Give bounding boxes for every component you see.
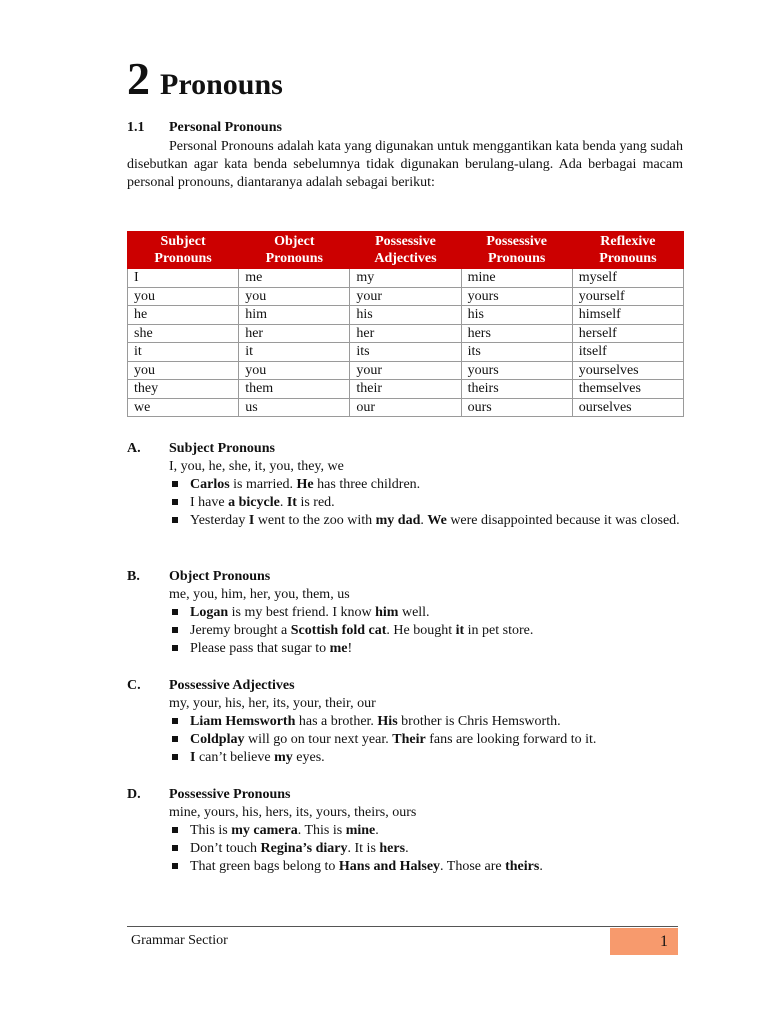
- table-cell: her: [350, 324, 461, 343]
- table-cell: our: [350, 398, 461, 417]
- example-item: [190, 640, 683, 658]
- example-item: [190, 713, 683, 731]
- block-title: Possessive Adjectives: [169, 678, 295, 693]
- example-text: brother is Chris Hemsworth.: [397, 714, 561, 729]
- table-cell: ourselves: [572, 398, 683, 417]
- pronoun-table: [127, 231, 684, 417]
- bullet-icon: [172, 627, 178, 633]
- example-text: . Those are: [440, 859, 506, 874]
- example-text: That green bags belong to: [190, 859, 339, 874]
- table-cell: ours: [461, 398, 572, 417]
- example-emphasis: me: [329, 641, 348, 656]
- bullet-icon: [172, 754, 178, 760]
- table-cell: yours: [461, 361, 572, 380]
- example-text: will go on tour next year.: [244, 732, 393, 747]
- table-cell: us: [239, 398, 350, 417]
- example-text: . It is: [347, 841, 380, 856]
- block-letter: B.: [127, 569, 140, 584]
- example-text: is red.: [296, 495, 335, 510]
- table-header-row: [128, 232, 684, 269]
- example-item: [190, 822, 683, 840]
- example-text: .: [539, 859, 543, 874]
- table-cell: myself: [572, 269, 683, 288]
- example-list: [127, 476, 683, 530]
- example-emphasis: I: [190, 750, 196, 765]
- example-emphasis: Scottish fold cat: [290, 623, 387, 638]
- block-letter: D.: [127, 787, 141, 802]
- table-cell: your: [350, 361, 461, 380]
- example-emphasis: my camera: [231, 823, 298, 838]
- chapter-number: 2: [127, 53, 150, 104]
- block-subject-pronouns: [127, 440, 683, 530]
- example-emphasis: Hans and Halsey: [338, 859, 441, 874]
- chapter-name: Pronouns: [160, 68, 283, 101]
- example-emphasis: hers: [379, 841, 406, 856]
- bullet-icon: [172, 863, 178, 869]
- header-line: Possessive: [375, 234, 436, 249]
- example-emphasis: him: [375, 605, 399, 620]
- example-list: [127, 822, 683, 876]
- table-cell: itself: [572, 343, 683, 362]
- block-letter: C.: [127, 678, 141, 693]
- example-text: fans are looking forward to it.: [425, 732, 597, 747]
- table-cell: we: [128, 398, 239, 417]
- example-text: This is: [190, 823, 232, 838]
- table-cell: you: [239, 287, 350, 306]
- example-item: [190, 622, 683, 640]
- example-text: .: [375, 823, 379, 838]
- section-intro: Personal Pronouns adalah kata yang digunakan untuk menggantikan kata benda yang sudah disebutkan agar kata benda sebelumnya tidak digunakan berulang-ulang. Ada berbagai macam personal pronouns, diantaranya adalah sebagai berikut:: [127, 139, 683, 190]
- example-emphasis: He: [296, 477, 314, 492]
- example-text: .: [405, 841, 409, 856]
- example-list: [127, 604, 683, 658]
- example-text: has a brother.: [295, 714, 378, 729]
- example-text: !: [347, 641, 353, 656]
- example-text: eyes.: [292, 750, 325, 765]
- bullet-icon: [172, 499, 178, 505]
- pronoun-list: I, you, he, she, it, you, they, we: [169, 459, 344, 474]
- bullet-icon: [172, 845, 178, 851]
- header-line: Adjectives: [374, 251, 437, 266]
- example-emphasis: Coldplay: [190, 732, 245, 747]
- example-text: well.: [398, 605, 430, 620]
- example-text: were disappointed because it was closed.: [446, 513, 680, 528]
- bullet-icon: [172, 645, 178, 651]
- table-cell: yourself: [572, 287, 683, 306]
- table-cell: his: [461, 306, 572, 325]
- table-cell: she: [128, 324, 239, 343]
- example-text: . He bought: [386, 623, 456, 638]
- table-header-cell: [350, 232, 461, 269]
- example-text: Jeremy brought a: [190, 623, 291, 638]
- table-cell: herself: [572, 324, 683, 343]
- example-text: Yesterday: [190, 513, 249, 528]
- example-item: [190, 512, 683, 530]
- example-emphasis: His: [377, 714, 398, 729]
- table-cell: hers: [461, 324, 572, 343]
- example-emphasis: We: [427, 513, 447, 528]
- table-cell: their: [350, 380, 461, 399]
- bullet-icon: [172, 736, 178, 742]
- table-cell: my: [350, 269, 461, 288]
- table-cell: yours: [461, 287, 572, 306]
- header-line: Pronouns: [599, 251, 657, 266]
- block-possessive-pronouns: [127, 786, 683, 876]
- table-cell: her: [239, 324, 350, 343]
- header-line: Subject: [160, 234, 206, 249]
- table-header-cell: [461, 232, 572, 269]
- table-cell: it: [128, 343, 239, 362]
- block-heading: [127, 677, 683, 695]
- section-heading: [127, 120, 282, 136]
- example-emphasis: theirs: [505, 859, 540, 874]
- section-number: 1.1: [127, 120, 145, 135]
- table-cell: its: [461, 343, 572, 362]
- block-heading: [127, 786, 683, 804]
- table-cell: theirs: [461, 380, 572, 399]
- header-line: Object: [274, 234, 315, 249]
- block-title: Possessive Pronouns: [169, 787, 291, 802]
- example-text: went to the zoo with: [254, 513, 376, 528]
- header-line: Reflexive: [600, 234, 656, 249]
- table-cell: you: [239, 361, 350, 380]
- table-row: [128, 287, 684, 306]
- table-row: [128, 269, 684, 288]
- example-emphasis: Their: [392, 732, 426, 747]
- table-body: [128, 269, 684, 417]
- chapter-title: [127, 52, 283, 105]
- header-line: Pronouns: [154, 251, 212, 266]
- table-cell: himself: [572, 306, 683, 325]
- table-row: [128, 398, 684, 417]
- block-title: Subject Pronouns: [169, 441, 275, 456]
- example-text: .: [279, 495, 287, 510]
- block-heading: [127, 440, 683, 458]
- header-line: Pronouns: [265, 251, 323, 266]
- example-text: .: [420, 513, 428, 528]
- example-item: [190, 494, 683, 512]
- table-cell: he: [128, 306, 239, 325]
- table-cell: themselves: [572, 380, 683, 399]
- bullet-icon: [172, 517, 178, 523]
- example-emphasis: Logan: [190, 605, 229, 620]
- example-text: . This is: [297, 823, 346, 838]
- example-emphasis: Liam Hemsworth: [190, 714, 296, 729]
- header-line: Possessive: [486, 234, 547, 249]
- table-row: [128, 380, 684, 399]
- block-title: Object Pronouns: [169, 569, 271, 584]
- header-line: Pronouns: [487, 251, 546, 266]
- table-cell: you: [128, 287, 239, 306]
- table-cell: you: [128, 361, 239, 380]
- example-emphasis: it: [455, 623, 465, 638]
- block-possessive-adjectives: [127, 677, 683, 767]
- example-item: [190, 731, 683, 749]
- example-emphasis: It: [286, 495, 297, 510]
- example-list: [127, 713, 683, 767]
- table-cell: I: [128, 269, 239, 288]
- example-text: Don’t touch: [190, 841, 261, 856]
- example-item: [190, 604, 683, 622]
- example-text: in pet store.: [464, 623, 534, 638]
- footer-label: Grammar Sectior: [131, 933, 228, 948]
- table-cell: your: [350, 287, 461, 306]
- example-emphasis: mine: [345, 823, 376, 838]
- example-item: [190, 840, 683, 858]
- example-item: [190, 749, 683, 767]
- example-emphasis: Carlos: [190, 477, 230, 492]
- table-row: [128, 343, 684, 362]
- pronoun-list: my, your, his, her, its, your, their, our: [169, 696, 376, 711]
- bullet-icon: [172, 718, 178, 724]
- example-text: is my best friend. I know: [228, 605, 376, 620]
- table-cell: his: [350, 306, 461, 325]
- table-cell: yourselves: [572, 361, 683, 380]
- block-heading: [127, 568, 683, 586]
- table-row: [128, 361, 684, 380]
- table-cell: them: [239, 380, 350, 399]
- table-header-cell: [128, 232, 239, 269]
- bullet-icon: [172, 609, 178, 615]
- pronoun-list: mine, yours, his, hers, its, yours, theirs, ours: [169, 805, 417, 820]
- example-text: is married.: [229, 477, 297, 492]
- example-emphasis: my dad: [375, 513, 421, 528]
- example-emphasis: I: [248, 513, 255, 528]
- table-cell: it: [239, 343, 350, 362]
- example-emphasis: my: [274, 750, 293, 765]
- example-emphasis: a bicycle: [228, 495, 280, 510]
- example-emphasis: Regina’s diary: [260, 841, 348, 856]
- table-cell: they: [128, 380, 239, 399]
- table-row: [128, 306, 684, 325]
- example-text: has three children.: [313, 477, 421, 492]
- block-object-pronouns: [127, 568, 683, 658]
- table-cell: its: [350, 343, 461, 362]
- example-text: I have: [190, 495, 229, 510]
- block-letter: A.: [127, 441, 141, 456]
- example-text: can’t believe: [195, 750, 275, 765]
- table-cell: mine: [461, 269, 572, 288]
- bullet-icon: [172, 827, 178, 833]
- table-cell: him: [239, 306, 350, 325]
- footer-rule: [127, 926, 678, 927]
- table-header-cell: [572, 232, 683, 269]
- table-header-cell: [239, 232, 350, 269]
- table-cell: me: [239, 269, 350, 288]
- table-row: [128, 324, 684, 343]
- page-number: 1: [610, 928, 678, 955]
- example-item: [190, 858, 683, 876]
- bullet-icon: [172, 481, 178, 487]
- example-item: [190, 476, 683, 494]
- example-text: Please pass that sugar to: [190, 641, 330, 656]
- section-title: Personal Pronouns: [169, 120, 282, 135]
- pronoun-list: me, you, him, her, you, them, us: [169, 587, 350, 602]
